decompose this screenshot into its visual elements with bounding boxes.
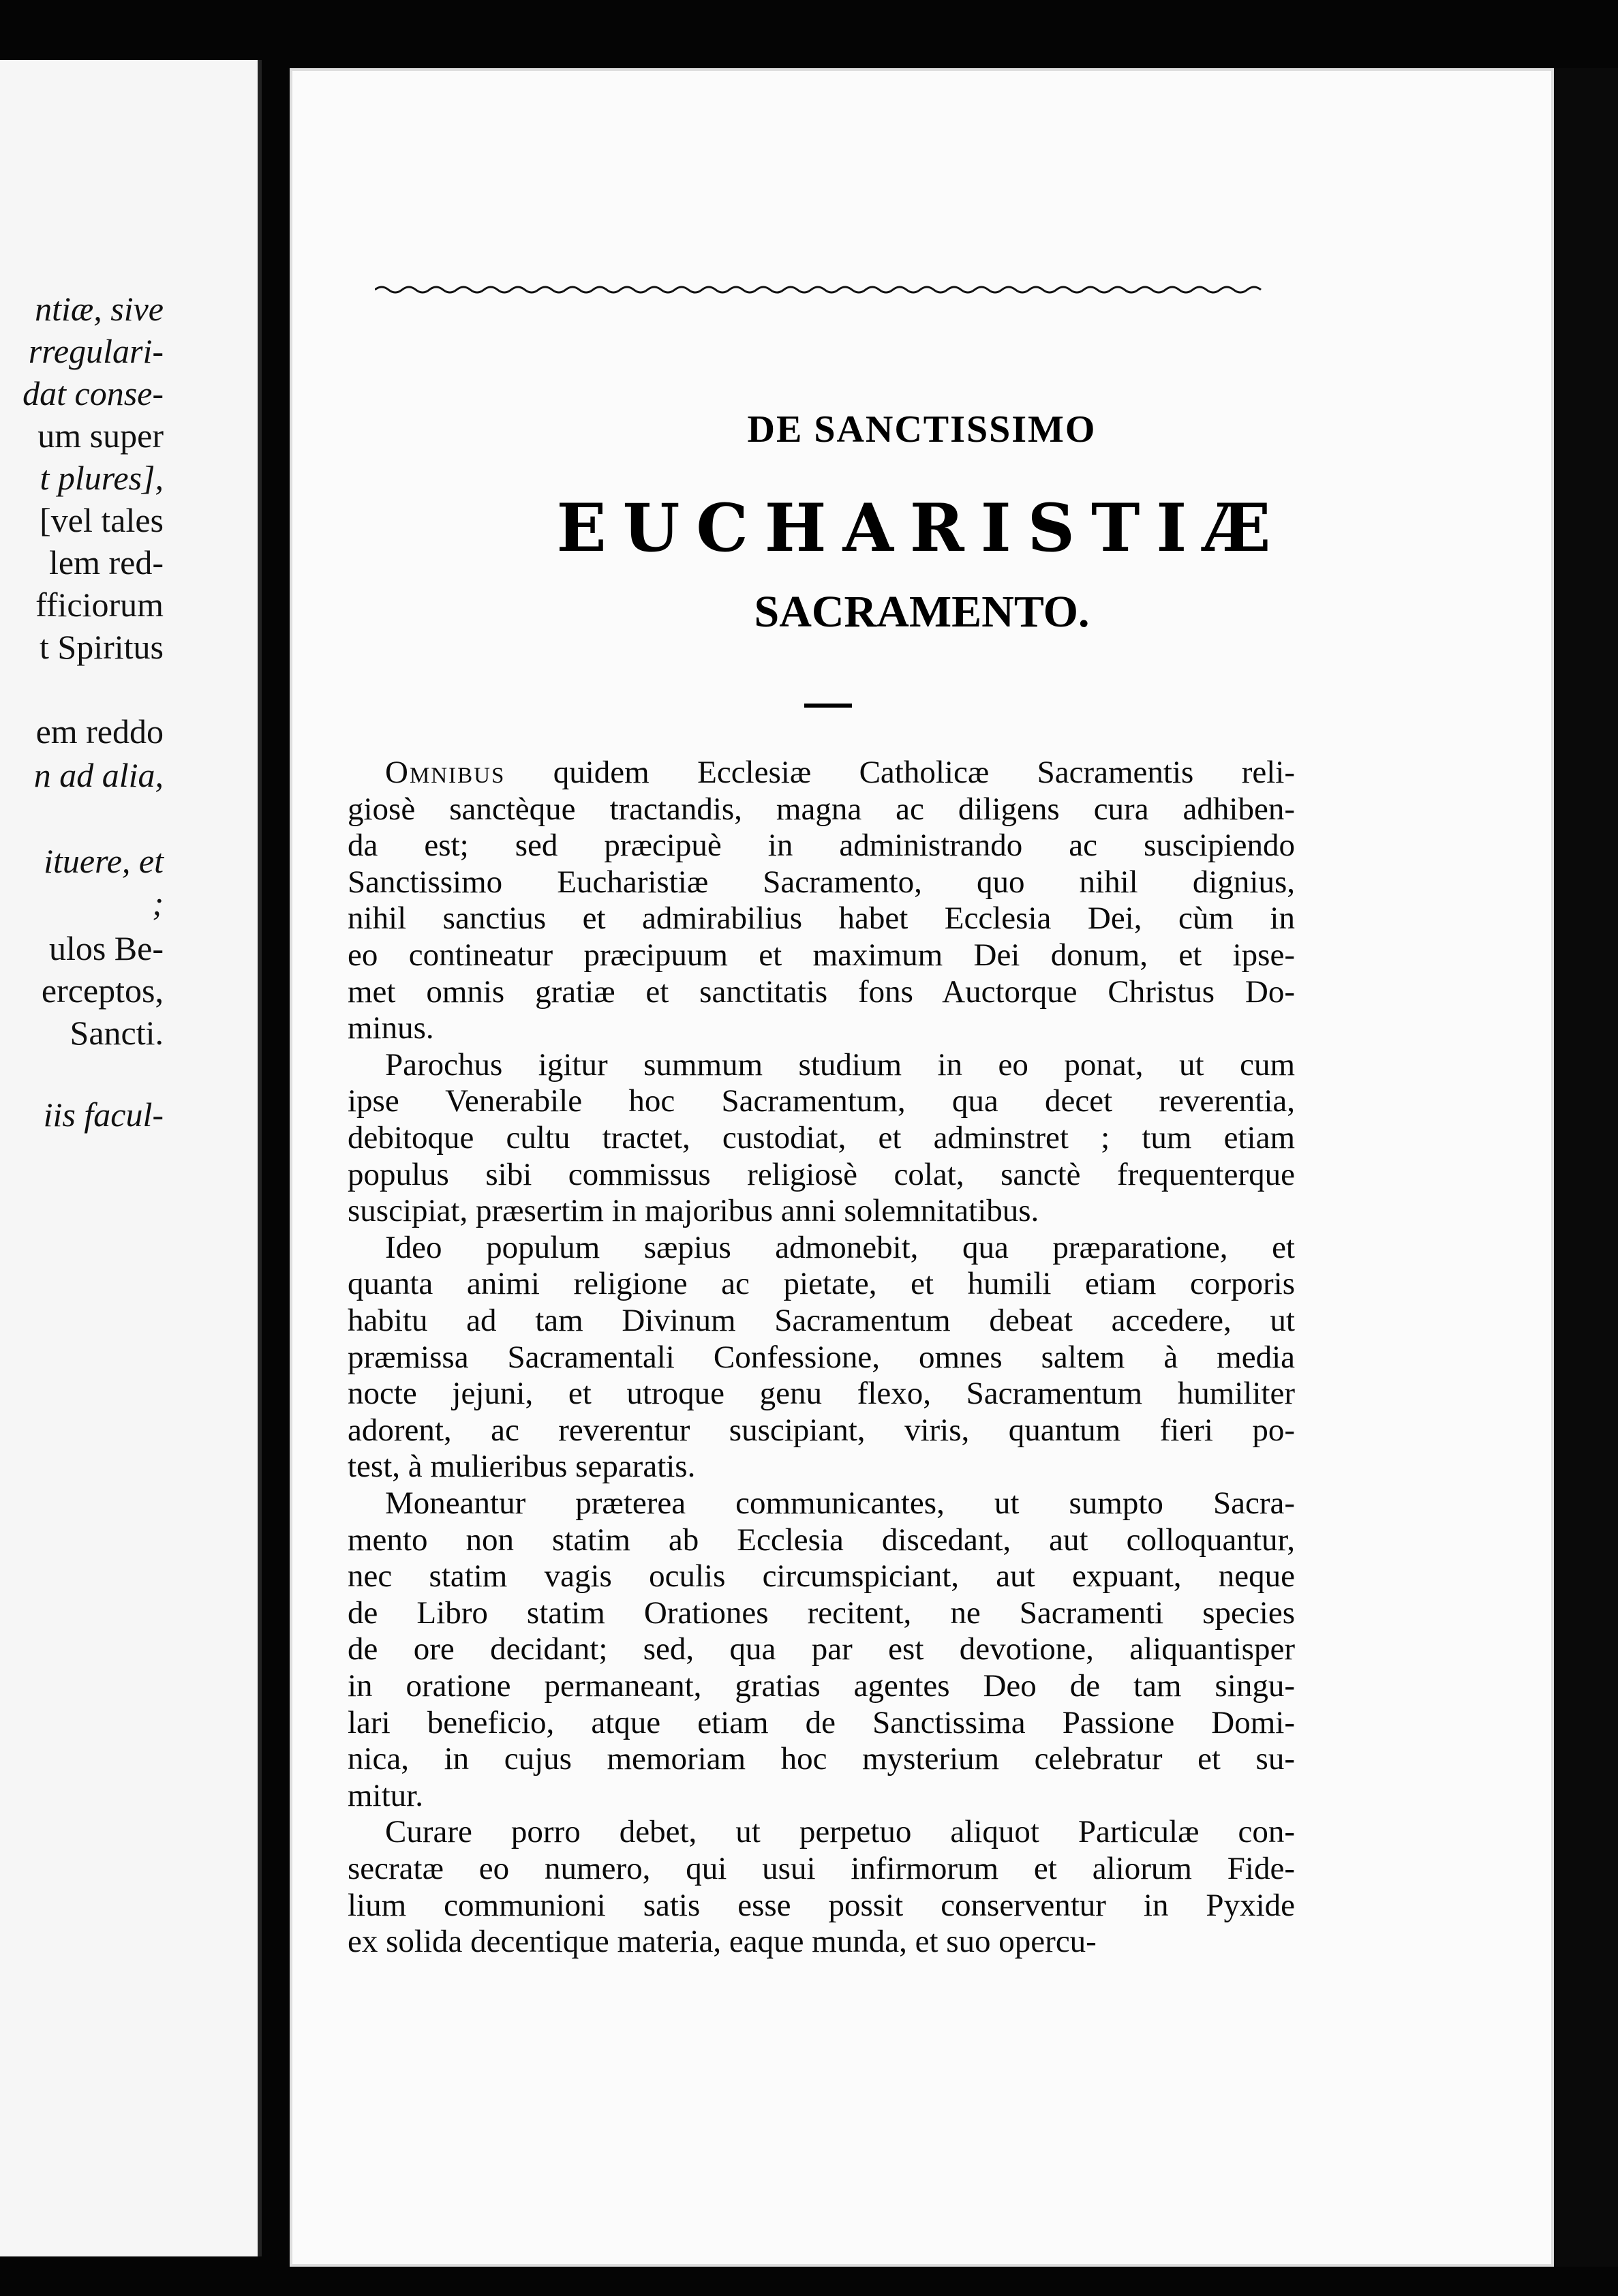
short-rule [804, 704, 852, 708]
body-line [348, 1232, 1295, 1264]
body-line-text: Sanctissimo Eucharistiæ Sacramento, quo nihil dignius, [348, 864, 1295, 900]
body-line-text: debitoque cultu tractet, custodiat, et adminstret ; tum etiam [348, 1120, 1295, 1155]
body-line [348, 866, 1295, 898]
body-line-text: eo contineatur præcipuum et maximum Dei donum, et ipse- [348, 937, 1295, 973]
body-line [348, 1853, 1295, 1885]
body-line-text: præmissa Sacramentali Confessione, omnes saltem à media [348, 1340, 1295, 1375]
body-line-text: suscipiat, præsertim in majoribus anni solemnitatibus. [348, 1193, 1039, 1228]
body-line [348, 791, 1295, 827]
heading-sacramento: SACRAMENTO. [754, 587, 1090, 637]
body-line [348, 1085, 1295, 1117]
body-line [348, 1049, 1295, 1081]
body-line-text: test, à mulieribus separatis. [348, 1449, 696, 1484]
left-page-line: rregulari- [28, 332, 164, 370]
left-page-line: iis facul- [43, 1096, 164, 1134]
body-line-text: nica, in cujus memoriam hoc mysterium celebratur et su- [348, 1741, 1295, 1777]
left-page-line: t plures], [40, 459, 164, 497]
body-line-text: Curare porro debet, ut perpetuo aliquot Particulæ con- [385, 1814, 1295, 1849]
body-line-text: populus sibi commissus religiosè colat, sanctè frequenterque [348, 1157, 1295, 1192]
body-line-text: Moneantur præterea communicantes, ut sumpto Sacra- [385, 1485, 1295, 1521]
body-line [348, 939, 1295, 971]
body-line [348, 1524, 1295, 1556]
facing-page-left [0, 60, 262, 2256]
body-line [348, 1305, 1295, 1337]
body-line [348, 1342, 1295, 1374]
body-line [348, 1159, 1295, 1191]
body-line [348, 1378, 1295, 1410]
body-line-text: quanta animi religione ac pietate, et humili etiam corporis [348, 1266, 1295, 1301]
body-line-text: secratæ eo numero, qui usui infirmorum et aliorum Fide- [348, 1851, 1295, 1886]
left-page-line: ulos Be- [48, 929, 164, 967]
body-line-text: de ore decidant; sed, qua par est devotione, aliquantisper [348, 1631, 1295, 1667]
body-line [348, 1268, 1295, 1300]
body-line-text: met omnis gratiæ et sanctitatis fons Auctorque Christus Do- [348, 974, 1295, 1010]
body-line-text: nocte jejuni, et utroque genu flexo, Sacramentum humiliter [348, 1376, 1295, 1411]
body-line-text: de Libro statim Orationes recitent, ne Sacramenti species [348, 1595, 1295, 1631]
body-line [348, 1926, 1295, 1958]
body-line [348, 1780, 1295, 1812]
body-line-text: da est; sed præcipuè in administrando ac suscipiendo [348, 828, 1295, 863]
body-line [348, 1451, 1295, 1483]
body-line [348, 1560, 1295, 1592]
left-page-line: n ad alia, [33, 756, 164, 794]
wavy-ornament-rule [375, 283, 1268, 302]
body-line [348, 1122, 1295, 1154]
body-line [348, 1816, 1295, 1848]
left-page-line: lem red- [49, 543, 164, 581]
body-line [348, 757, 1295, 789]
body-line [348, 830, 1295, 862]
body-line [348, 976, 1295, 1008]
heading-de-sanctissimo: DE SANCTISSIMO [747, 408, 1097, 451]
body-line-text: ipse Venerabile hoc Sacramentum, qua decet reverentia, [348, 1083, 1295, 1119]
body-line-text: mitur. [348, 1778, 423, 1813]
body-line [348, 1012, 1295, 1044]
left-page-line: dat conse- [22, 374, 164, 412]
left-page-line: erceptos, [41, 971, 164, 1010]
body-line-text: adorent, ac reverentur suscipiant, viris, quantum fieri po- [348, 1413, 1295, 1448]
left-page-line: um super [37, 417, 164, 455]
body-line-text: quidem Ecclesiæ Catholicæ Sacramentis reli- [505, 755, 1295, 790]
body-line-text: nihil sanctius et admirabilius habet Ecclesia Dei, cùm in [348, 901, 1295, 936]
drop-lead-word: Omnibus [385, 755, 506, 790]
body-line [348, 903, 1295, 935]
page-gutter [1554, 68, 1618, 2267]
body-line-text: giosè sanctèque tractandis, magna ac diligens cura adhiben- [348, 791, 1295, 827]
body-line [348, 1597, 1295, 1629]
body-line [348, 1707, 1295, 1739]
left-page-line: em reddo [35, 712, 164, 751]
body-line-text: mento non statim ab Ecclesia discedant, aut colloquantur, [348, 1522, 1295, 1558]
left-page-line: ituere, et [44, 842, 164, 880]
left-page-line: [vel tales [40, 501, 164, 539]
body-line [348, 1195, 1295, 1227]
body-line-text: ex solida decentique materia, eaque munda, et suo opercu- [348, 1924, 1097, 1959]
body-line-text: habitu ad tam Divinum Sacramentum debeat accedere, ut [348, 1303, 1295, 1338]
body-line-text: lium communioni satis esse possit conserventur in Pyxide [348, 1888, 1295, 1923]
heading-eucharistiae: EUCHARISTIÆ [556, 489, 1287, 567]
body-line [348, 1743, 1295, 1775]
body-line [348, 1487, 1295, 1520]
body-line-text: nec statim vagis oculis circumspiciant, aut expuant, neque [348, 1558, 1295, 1594]
body-line-text: Ideo populum sæpius admonebit, qua præparatione, et [385, 1230, 1295, 1265]
left-page-line: ; [152, 884, 164, 922]
left-page-line: ntiæ, sive [35, 290, 164, 328]
body-line-text: minus. [348, 1010, 434, 1046]
body-line [348, 1670, 1295, 1702]
body-line-text: lari beneficio, atque etiam de Sanctissima Passione Domi- [348, 1705, 1295, 1740]
left-page-line: Sancti. [70, 1014, 164, 1052]
body-line [348, 1415, 1295, 1447]
body-line-text: Parochus igitur summum studium in eo ponat, ut cum [385, 1047, 1295, 1083]
body-line [348, 1890, 1295, 1922]
left-page-line: t Spiritus [40, 628, 164, 666]
body-line-text: in oratione permaneant, gratias agentes Deo de tam singu- [348, 1668, 1295, 1704]
left-page-line: fficiorum [35, 586, 164, 624]
body-line [348, 1633, 1295, 1665]
